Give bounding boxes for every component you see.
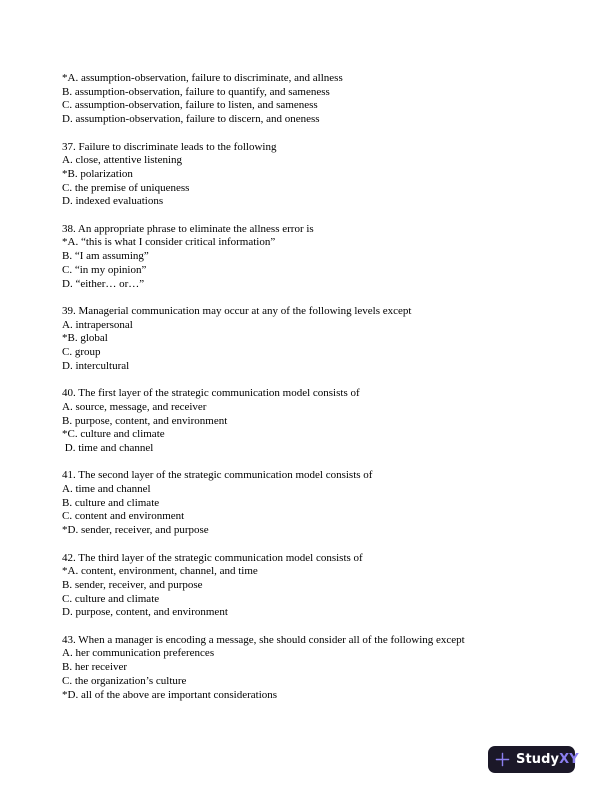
logo-brand-primary: Study xyxy=(516,752,560,767)
answer-option: B. culture and climate xyxy=(62,496,160,509)
question-block xyxy=(62,552,582,621)
question-prompt: 38. An appropriate phrase to eliminate the allness error is xyxy=(62,222,314,235)
answer-option: C. culture and climate xyxy=(62,592,160,605)
answer-option: C. the organization’s culture xyxy=(62,674,187,687)
answer-option: B. her receiver xyxy=(62,661,128,674)
answer-option: B. sender, receiver, and purpose xyxy=(62,578,203,591)
question-prompt: 39. Managerial communication may occur at any of the following levels except xyxy=(62,304,412,317)
answer-option: B. “I am assuming” xyxy=(62,250,149,263)
answer-option: *A. “this is what I consider critical information” xyxy=(62,236,276,249)
answer-option: C. content and environment xyxy=(62,510,185,523)
answer-option: C. group xyxy=(62,346,101,359)
answer-option: *A. assumption-observation, failure to discriminate, and allness xyxy=(62,72,343,84)
question-prompt: 40. The first layer of the strategic communication model consists of xyxy=(62,387,360,400)
answer-option: C. assumption-observation, failure to listen, and sameness xyxy=(62,99,318,112)
answer-option: D. assumption-observation, failure to discern, and oneness xyxy=(62,113,320,126)
answer-option: *D. all of the above are important considerations xyxy=(62,688,278,701)
quiz-text-block xyxy=(62,72,582,702)
answer-option: D. purpose, content, and environment xyxy=(62,606,228,619)
answer-option: *C. culture and climate xyxy=(62,428,165,441)
answer-option: A. source, message, and receiver xyxy=(62,400,207,413)
answer-option: D. indexed evaluations xyxy=(62,195,164,208)
answer-option: A. time and channel xyxy=(62,483,151,496)
question-block xyxy=(62,305,582,374)
answer-option: C. the premise of uniqueness xyxy=(62,181,190,194)
question-block xyxy=(62,141,582,210)
studyxy-logo xyxy=(488,746,579,773)
question-prompt: 43. When a manager is encoding a message, she should consider all of the following except xyxy=(62,633,465,646)
answer-option: D. “either… or…” xyxy=(62,277,145,290)
answer-option: B. assumption-observation, failure to quantify, and sameness xyxy=(62,85,330,98)
answer-option: *B. global xyxy=(62,332,108,345)
question-prompt: 41. The second layer of the strategic communication model consists of xyxy=(62,469,373,482)
answer-option: *B. polarization xyxy=(62,167,133,180)
answer-option: D. time and channel xyxy=(62,441,154,454)
answer-option: D. intercultural xyxy=(62,359,130,372)
logo-brand-accent: XY xyxy=(559,752,579,767)
answer-option: A. close, attentive listening xyxy=(62,154,183,167)
question-block xyxy=(62,223,582,292)
answer-option: *A. content, environment, channel, and time xyxy=(62,565,258,578)
answer-option: A. intrapersonal xyxy=(62,318,133,331)
logo-wordmark xyxy=(516,752,579,767)
answer-option: B. purpose, content, and environment xyxy=(62,414,228,427)
question-prompt: 37. Failure to discriminate leads to the following xyxy=(62,140,277,153)
answer-option: A. her communication preferences xyxy=(62,647,215,660)
question-prompt: 42. The third layer of the strategic communication model consists of xyxy=(62,551,363,564)
plus-icon xyxy=(495,752,510,767)
question-block xyxy=(62,72,582,127)
question-block xyxy=(62,469,582,538)
question-block xyxy=(62,387,582,456)
answer-option: C. “in my opinion” xyxy=(62,263,147,276)
question-block xyxy=(62,634,582,703)
answer-option: *D. sender, receiver, and purpose xyxy=(62,524,209,537)
